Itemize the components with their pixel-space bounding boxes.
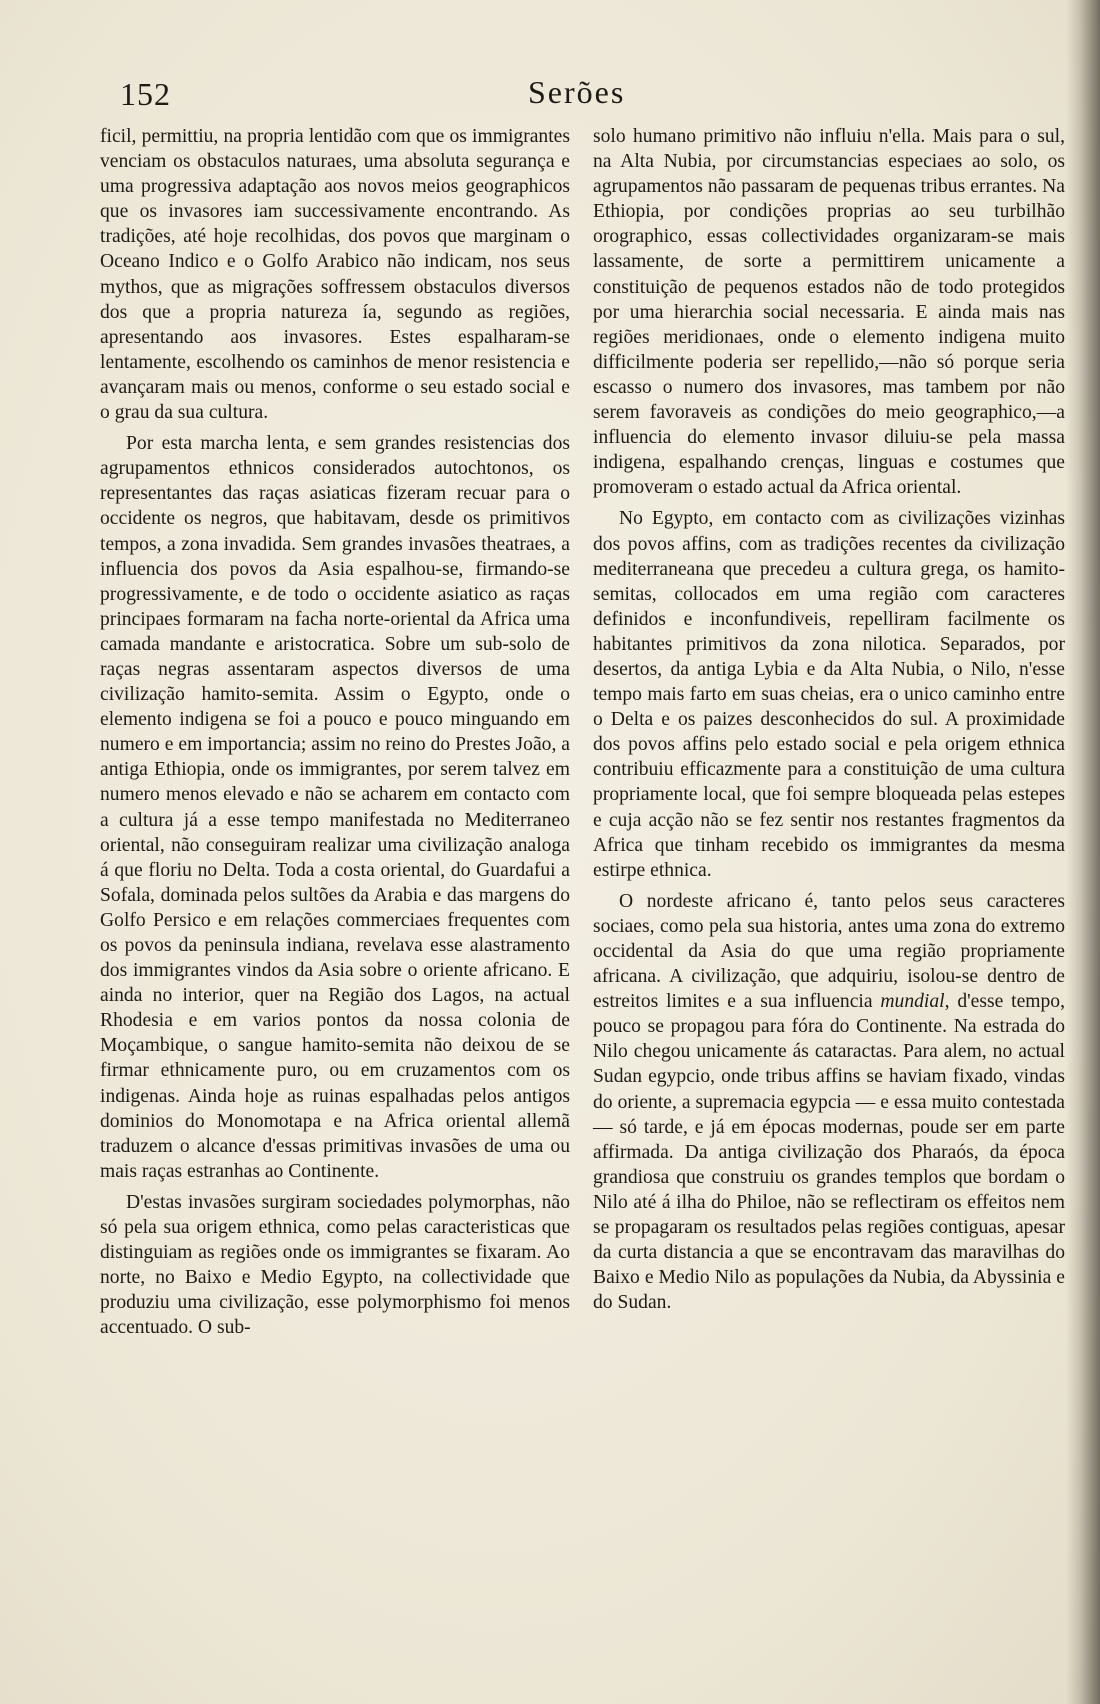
page-number: 152 (120, 76, 171, 112)
left-column (100, 124, 570, 1341)
page-edge-shadow (1066, 0, 1100, 1704)
right-paragraph-3 (593, 889, 1065, 1316)
running-title: Serões (528, 74, 626, 110)
right-paragraph-3-text-b: , d'esse tempo, pouco se propagou para fóra do Continente. Na estrada do Nilo chegou unicamente ás cataractas. Para alem, no actual Sudan egypcio, onde tribus affins se haviam fixado, vindas do oriente, a supremacia egypcia — e essa muito contestada — só tarde, e já em épocas modernas, poude ser em parte affirmada. Da antiga civilização dos Pharaós, da época grandiosa que construiu os grandes templos que bordam o Nilo até á ilha do Philoe, não se reflectiram os effeitos nem se propagaram os resultados pelas regiões contiguas, apesar da curta distancia a que se encontravam das maravilhas do Baixo e Medio Nilo as populações da Nubia, da Abyssinia e do Sudan. (593, 991, 1066, 1314)
right-paragraph-1: solo humano primitivo não influiu n'ella. Mais para o sul, na Alta Nubia, por circumstancias especiaes ao solo, os agrupamentos não passaram de pequenas tribus errantes. Na Ethiopia, por condições proprias ao seu turbilhão orographico, essas collectividades organizaram-se mais lassamente, de sorte a permittirem unicamente a constituição de pequenos estados não de todo protegidos por uma hierarchia social necessaria. E ainda mais nas regiões meridionaes, onde o elemento indigena muito difficilmente poderia ser repellido,—não só porque seria escasso o numero dos invasores, mas tambem por não serem favoraveis as condições do meio geographico,—a influencia do elemento invasor diluiu-se pela massa indigena, espalhando crenças, linguas e costumes que promoveram o estado actual da Africa oriental. (593, 126, 1065, 499)
left-paragraph-2: Por esta marcha lenta, e sem grandes resistencias dos agrupamentos ethnicos considerados autochtonos, os representantes das raças asiaticas fizeram recuar para o occidente os negros, que habitavam, desde os primitivos tempos, a zona invadida. Sem grandes invasões theatraes, a influencia dos povos da Asia espalhou-se, firmando-se progressivamente, e de todo o occidente asiatico as raças principaes formaram na facha norte-oriental da Africa uma camada mandante e aristocratica. Sobre um sub-solo de raças negras assentaram aspectos diversos de uma civilização hamito-semita. Assim o Egypto, onde o elemento indigena se foi a pouco e pouco minguando em numero e em importancia; assim no reino do Prestes João, a antiga Ethiopia, onde os immigrantes, por serem talvez em numero menos elevado e não se acharem em contacto com a cultura já a esse tempo manifestada no Mediterraneo oriental, não conseguiram realizar uma civilização analoga á que floriu no Delta. Toda a costa oriental, do Guardafui a Sofala, dominada pelos sultões da Arabia e das margens do Golfo Persico e em relações commerciaes frequentes com os povos da peninsula indiana, revelava esse alastramento dos immigrantes vindos da Asia sobre o oriente africano. E ainda no interior, quer na Região dos Lagos, na actual Rhodesia e em varios pontos da nossa colonia de Moçambique, o sangue hamito-semita não deixou de se firmar ethnicamente puro, ou em cruzamentos com os indigenas. Ainda hoje as ruinas espalhadas pelos antigos dominios do Monomotapa e na Africa oriental allemã traduzem o alcance d'essas primitivas invasões de uma ou mais raças estranhas ao Continente. (100, 433, 570, 1182)
right-paragraph-2: No Egypto, em contacto com as civilizações vizinhas dos povos affins, com as tradições recentes da civilização mediterraneana que precedeu a cultura grega, os hamito-semitas, collocados em uma região com caracteres definidos e inconfundiveis, repelliram facilmente os habitantes primitivos da zona nilotica. Separados, por desertos, da antiga Lybia e da Alta Nubia, o Nilo, n'esse tempo mais farto em suas cheias, era o unico caminho entre o Delta e os paizes desconhecidos do sul. A proximidade dos povos affins pelo estado social e pela origem ethnica contribuiu efficazmente para a constituição de uma cultura propriamente local, que foi sempre bloqueada pelas estepes e cuja acção não se fez sentir nos restantes fragmentos da Africa que tinham recebido os immigrantes da mesma estirpe ethnica. (593, 508, 1065, 881)
right-paragraph-3-text-a: O nordeste africano é, tanto pelos seus caracteres sociaes, como pela sua historia, antes uma zona do extremo occidental da Asia do que uma região propriamente africana. A civilização, que adquiriu, isolou-se dentro de estreitos limites e a sua influencia (593, 890, 1065, 1013)
left-paragraph-3: D'estas invasões surgiram sociedades polymorphas, não só pela sua origem ethnica, como pelas caracteristicas que distinguiam as regiões onde os immigrantes se fixaram. Ao norte, no Baixo e Medio Egypto, na collectividade que produziu uma civilização, esse polymorphismo foi menos accentuado. O sub- (100, 1191, 570, 1339)
left-paragraph-1: ficil, permittiu, na propria lentidão com que os immigrantes venciam os obstaculos naturaes, uma absoluta segurança e uma progressiva adaptação aos novos meios geographicos que os invasores iam successivamente encontrando. As tradições, até hoje recolhidas, dos povos que marginam o Oceano Indico e o Golfo Arabico não indicam, nos seus mythos, que as migrações soffressem obstaculos diversos dos que a propria natureza ía, segundo as regiões, apresentando aos invasores. Estes espalharam-se lentamente, escolhendo os caminhos de menor resistencia e avançaram mais ou menos, conforme o seu estado social e o grau da sua cultura. (100, 126, 570, 424)
right-column (593, 124, 1065, 1315)
italic-word-mundial: mundial (880, 991, 945, 1013)
